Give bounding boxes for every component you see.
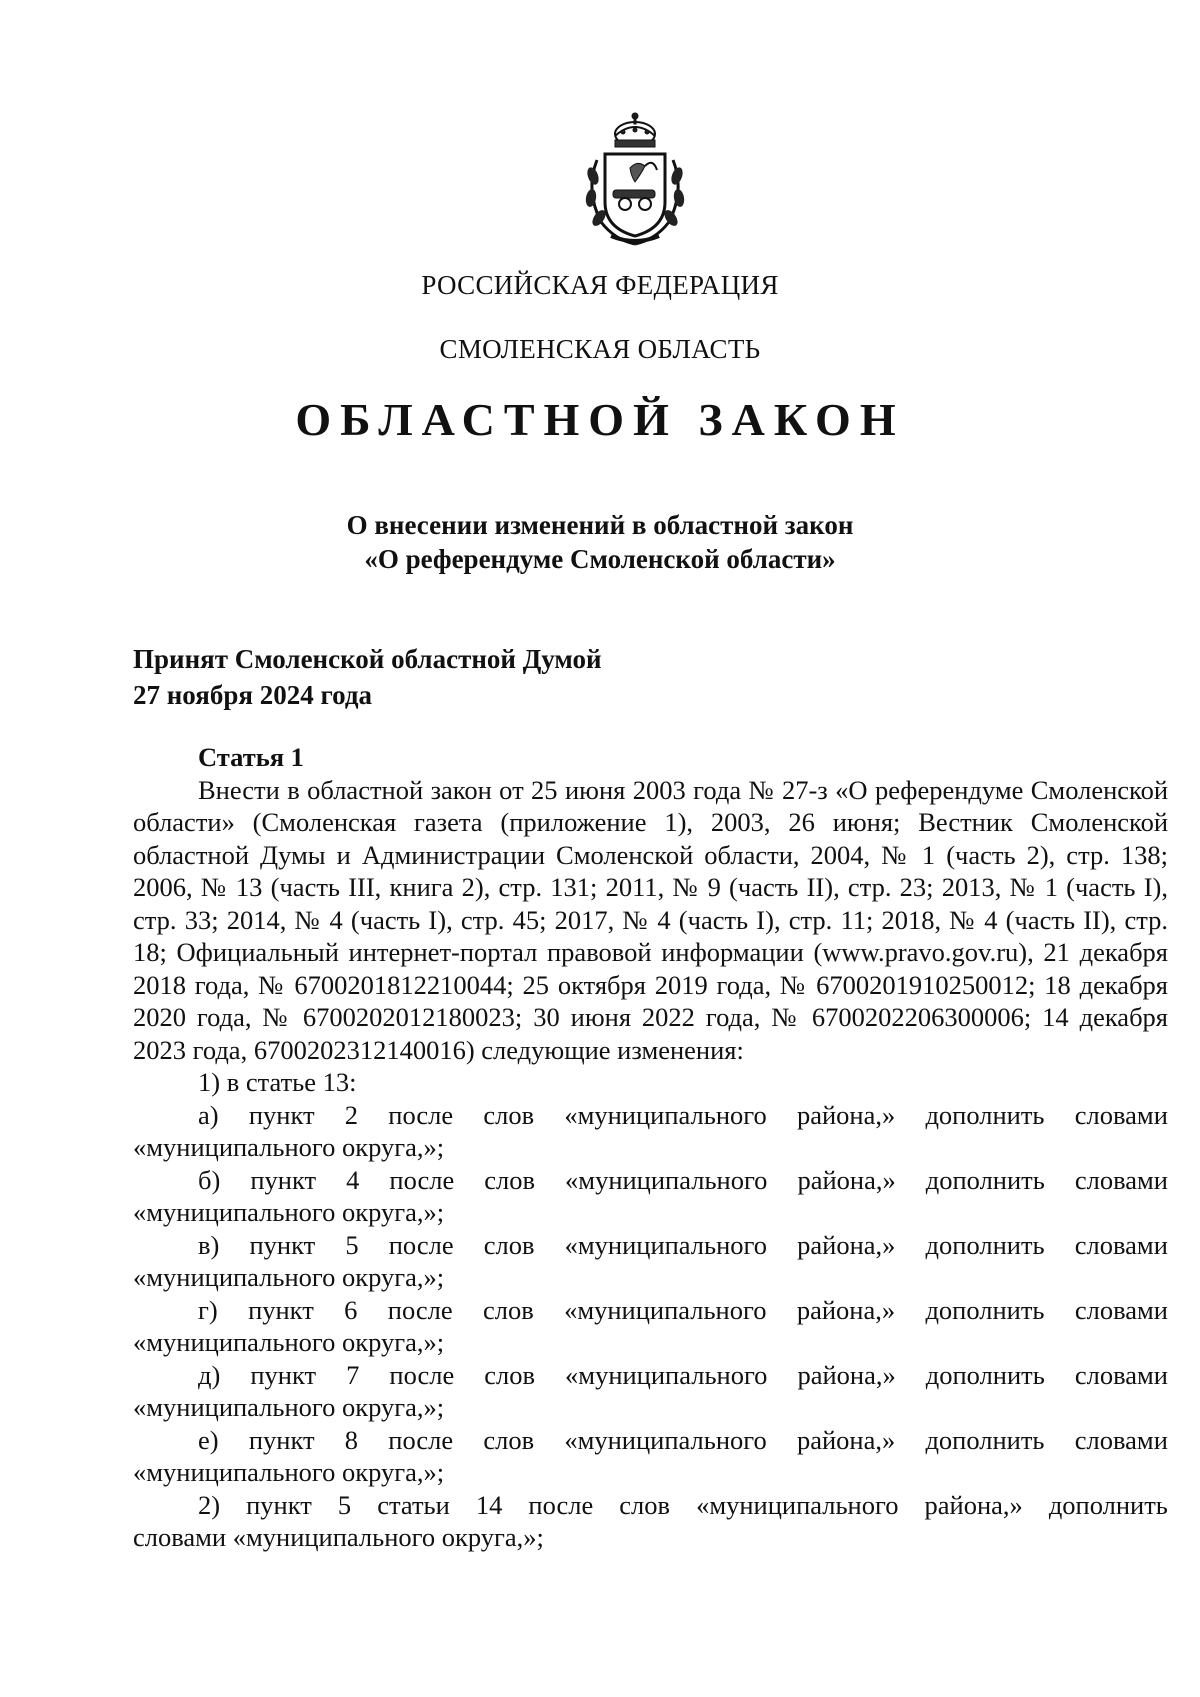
point-2-continuation: словами «муниципального округа,»; (133, 1522, 544, 1552)
subitem-word: 8 (344, 1424, 359, 1455)
subitem-continuation: «муниципального округа,»; (133, 1392, 445, 1422)
subitem-word: после (389, 1359, 455, 1390)
subitem-word: 4 (346, 1164, 360, 1195)
point-2-word: 2) (198, 1489, 221, 1520)
subitem-line (133, 1229, 1168, 1262)
subitem-word: района,» (796, 1424, 896, 1455)
subitem-word: после (388, 1229, 454, 1260)
subitem-word: после (388, 1424, 454, 1455)
subitem-word: дополнить (925, 1424, 1045, 1455)
subitem-continuation: «муниципального округа,»; (133, 1132, 445, 1162)
subitem-line (133, 1424, 1168, 1457)
subitem-word: района,» (797, 1359, 896, 1390)
point-2-word: слов (619, 1489, 671, 1520)
subitem-continuation: «муниципального округа,»; (133, 1327, 445, 1357)
subitem-line (133, 1164, 1168, 1197)
subitem-word: слов (483, 1099, 535, 1130)
subitem-word: пункт (248, 1099, 315, 1130)
subitem-word: «муниципального (564, 1424, 767, 1455)
subitem-word: а) (198, 1099, 219, 1130)
adoption-date: 27 ноября 2024 года (133, 680, 372, 710)
subitem-line (133, 1294, 1168, 1327)
subitem-word: е) (198, 1424, 219, 1455)
law-subject-line-2: «О референдуме Смоленской области» (364, 544, 836, 574)
subitem-word: дополнить (925, 1099, 1045, 1130)
subitem-continuation: «муниципального округа,»; (133, 1457, 445, 1487)
subitem-word: после (388, 1099, 454, 1130)
subitem-word: пункт (250, 1359, 317, 1390)
subitem-word: дополнить (925, 1229, 1045, 1260)
subitem-word: дополнить (925, 1164, 1045, 1195)
subitem-word: района,» (797, 1229, 896, 1260)
subitem-word: слов (482, 1294, 534, 1325)
subitem-word: дополнить (925, 1294, 1045, 1325)
subitem-continuation: «муниципального округа,»; (133, 1262, 445, 1292)
subitem-word: после (389, 1164, 455, 1195)
point-2-word: района,» (924, 1489, 1023, 1520)
subitem-word: «муниципального (564, 1229, 767, 1260)
subitem-word: пункт (250, 1164, 317, 1195)
subitem-word: после (387, 1294, 453, 1325)
point-2-word: 14 (475, 1489, 503, 1520)
coat-of-arms-emblem (575, 110, 695, 248)
subitem-word: в) (198, 1229, 220, 1260)
subitem-word: словами (1074, 1099, 1168, 1130)
subitem-word: «муниципального (565, 1164, 768, 1195)
subitem-word: 2 (344, 1099, 359, 1130)
point-2-word: пункт (246, 1489, 312, 1520)
subitem-word: слов (483, 1229, 535, 1260)
subitem-word: словами (1074, 1424, 1168, 1455)
subitem-word: слов (483, 1424, 535, 1455)
point-1: 1) в статье 13: (198, 1067, 357, 1097)
subitem-word: района,» (796, 1099, 896, 1130)
adoption-info (133, 641, 602, 713)
subitem-word: слов (484, 1359, 536, 1390)
coat-of-arms-icon (575, 110, 695, 248)
point-2-word: статьи (377, 1489, 450, 1520)
country-name: РОССИЙСКАЯ ФЕДЕРАЦИЯ (421, 270, 779, 300)
subitem-word: слов (484, 1164, 536, 1195)
point-2-word: «муниципального (696, 1489, 899, 1520)
subitem-word: 6 (344, 1294, 358, 1325)
subitem-word: словами (1074, 1294, 1168, 1325)
subitem-word: пункт (249, 1229, 316, 1260)
document-type-title: ОБЛАСТНОЙ ЗАКОН (295, 394, 905, 445)
subitem-word: д) (198, 1359, 221, 1390)
subitem-word: дополнить (925, 1359, 1045, 1390)
region-name: СМОЛЕНСКАЯ ОБЛАСТЬ (439, 334, 761, 364)
subitem-word: б) (198, 1164, 221, 1195)
point-2-word: после (528, 1489, 594, 1520)
adoption-body: Принят Смоленской областной Думой (133, 644, 602, 674)
subitem-word: г) (198, 1294, 218, 1325)
subitem-word: 5 (345, 1229, 359, 1260)
point-2-word: дополнить (1048, 1489, 1168, 1520)
subitem-word: «муниципального (564, 1294, 767, 1325)
point-2-line (133, 1489, 1168, 1522)
subitem-word: района,» (796, 1294, 896, 1325)
subitem-word: словами (1074, 1359, 1168, 1390)
law-subject-line-1: О внесении изменений в областной закон (346, 510, 854, 540)
subitem-line (133, 1359, 1168, 1392)
article-heading: Статья 1 (198, 742, 304, 772)
article-intro-paragraph: Внести в областной закон от 25 июня 2003 года № 27-з «О референдуме Смоленской области» (Смоленская газета (приложение 1), 2003, 26 июня; Вестник Смоленской областной Думы и Администрации Смоленской области, 2004, № 1 (часть 2), стр. 138; 2006, № 13 (часть III, книга 2), стр. 131; 2011, № 9 (часть II), стр. 23; 2013, № 1 (часть I), стр. 33; 2014, № 4 (часть I), стр. 45; 2017, № 4 (часть I), стр. 11; 2018, № 4 (часть II), стр. 18; Официальный интернет-портал правовой информации (www.pravo.gov.ru), 21 декабря 2018 года, № 6700201812210044; 25 октября 2019 года, № 6700201910250012; 18 декабря 2020 года, № 6700202012180023; 30 июня 2022 года, № 6700202206300006; 14 декабря 2023 года, 6700202312140016) следующие изменения: (133, 774, 1168, 1065)
subitem-word: пункт (248, 1294, 314, 1325)
point-2-word: 5 (337, 1489, 352, 1520)
subitem-word: «муниципального (565, 1359, 768, 1390)
law-subject (0, 508, 1200, 576)
subitem-word: пункт (248, 1424, 315, 1455)
subitem-continuation: «муниципального округа,»; (133, 1197, 445, 1227)
subitems-list (133, 1099, 1168, 1489)
subitem-word: района,» (797, 1164, 896, 1195)
article-body (133, 741, 1168, 1554)
subitem-word: словами (1074, 1164, 1168, 1195)
subitem-word: словами (1074, 1229, 1168, 1260)
subitem-word: «муниципального (564, 1099, 767, 1130)
subitem-word: 7 (346, 1359, 360, 1390)
subitem-line (133, 1099, 1168, 1132)
